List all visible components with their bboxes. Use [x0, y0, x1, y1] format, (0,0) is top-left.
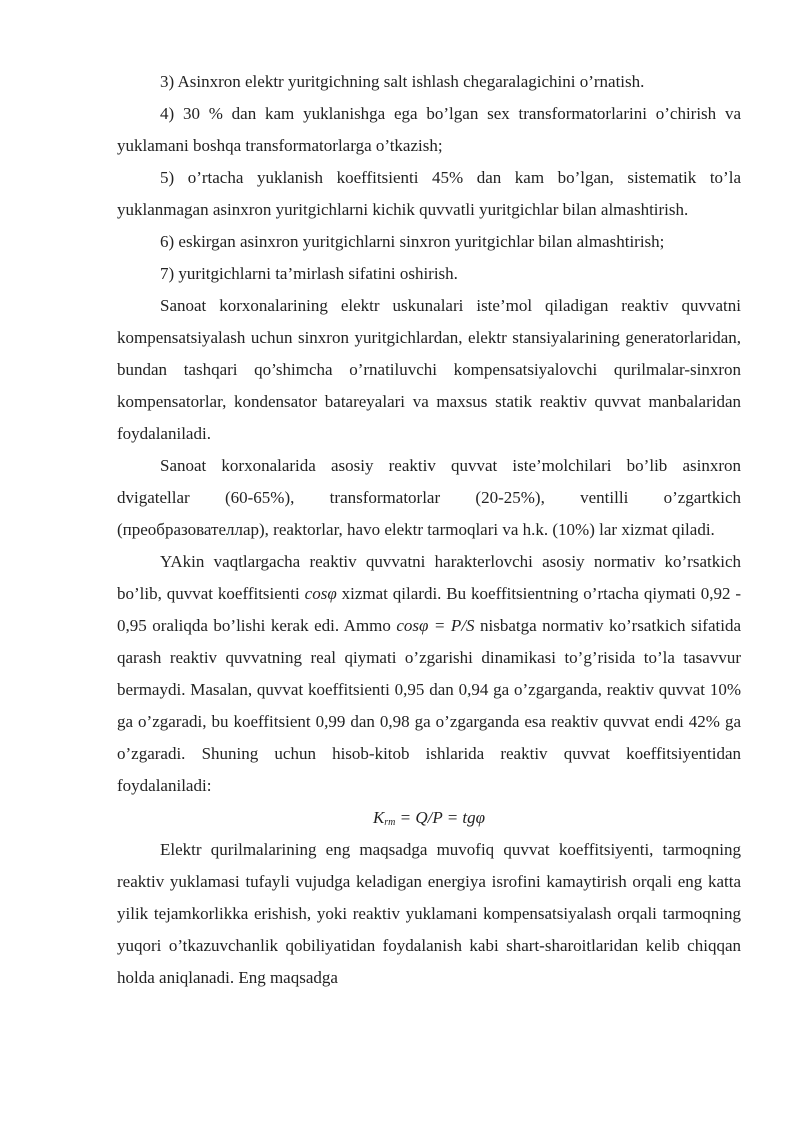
formula-reactive-power-coefficient [117, 802, 741, 834]
text-segment: xizmat qilardi. Bu koeffitsientning o’rtacha qiymati 0,92 - 0,95 oraliqda bo’lishi kerak edi. Ammo [117, 584, 741, 635]
paragraph-item-7: 7) yuritgichlarni ta’mirlash sifatini oshirish. [160, 264, 458, 283]
paragraph-compensation-sources: Sanoat korxonalarining elektr uskunalari iste’mol qiladigan reaktiv quvvatni kompensatsiyalash uchun sinxron yuritgichlardan, elektr stansiyalarining generatorlaridan, bundan tashqari qo’shimcha o’rnatiluvchi kompensatsiyalovchi qurilmalar-sinxron kompensatorlar, kondensator batareyalari va maxsus statik reaktiv quvvat manbalaridan foydalaniladi. [117, 296, 741, 443]
formula-subscript: rm [384, 817, 396, 828]
paragraph-optimal-power-factor: Elektr qurilmalarining eng maqsadga muvofiq quvvat koeffitsiyenti, tarmoqning reaktiv yuklamasi tufayli vujudga keladigan energiya isrofini kamaytirish orqali eng katta yilik tejamkorlikka erishish, yoki reaktiv yuklamani kompensatsiyalash orqali tarmoqning yuqori o’tkazuvchanlik qobiliyatidan foydalanish kabi shart-sharoitlaridan kelib chiqqan holda aniqlanadi. Eng maqsadga [117, 840, 741, 987]
paragraph-item-4: 4) 30 % dan kam yuklanishga ega bo’lgan sex transformatorlarini o’chirish va yuklamani boshqa transformatorlarga o’tkazish; [117, 104, 741, 155]
text-segment: nisbatga normativ ko’rsatkich sifatida qarash reaktiv quvvatning real qiymati o’zgarishi dinamikasi to’g’risida to’la tasavvur bermaydi. Masalan, quvvat koeffitsienti 0,95 dan 0,94 ga o’zgarganda, reaktiv quvvat 10% ga o’zgaradi, bu koeffitsient 0,99 dan 0,98 ga o’zgarganda esa reaktiv quvvat endi 42% ga o’zgaradi. Shuning uchun hisob-kitob ishlarida reaktiv quvvat koeffitsiyentidan foydalaniladi: [117, 616, 741, 795]
formula-rhs: = Q/P = tgφ [395, 808, 486, 827]
paragraph-reactive-consumers: Sanoat korxonalarida asosiy reaktiv quvvat iste’molchilari bo’lib asinxron dvigatellar (60-65%), transformatorlar (20-25%), ventilli o’zgartkich (преобразователлар), reaktorlar, havo elektr tarmoqlari va h.k. (10%) lar xizmat qiladi. [117, 456, 741, 539]
text-segment: YAkin vaqtlargacha reaktiv quvvatni harakterlovchi asosiy normativ ko’rsatkich bo’lib, quvvat koeffitsienti [117, 552, 741, 603]
formula-k: K [372, 808, 385, 827]
paragraph-item-3: 3) Asinxron elektr yuritgichning salt ishlash chegaralagichini o’rnatish. [160, 72, 645, 91]
cos-phi-ratio: cosφ = P/S [396, 616, 475, 635]
paragraph-power-factor [117, 546, 741, 802]
paragraph-item-6: 6) eskirgan asinxron yuritgichlarni sinxron yuritgichlar bilan almashtirish; [160, 232, 665, 251]
cos-phi-symbol: cosφ [304, 584, 337, 603]
body-text [117, 66, 741, 994]
paragraph-item-5: 5) o’rtacha yuklanish koeffitsienti 45% dan kam bo’lgan, sistematik to’la yuklanmagan asinxron yuritgichlarni kichik quvvatli yuritgichlar bilan almashtirish. [117, 168, 741, 219]
